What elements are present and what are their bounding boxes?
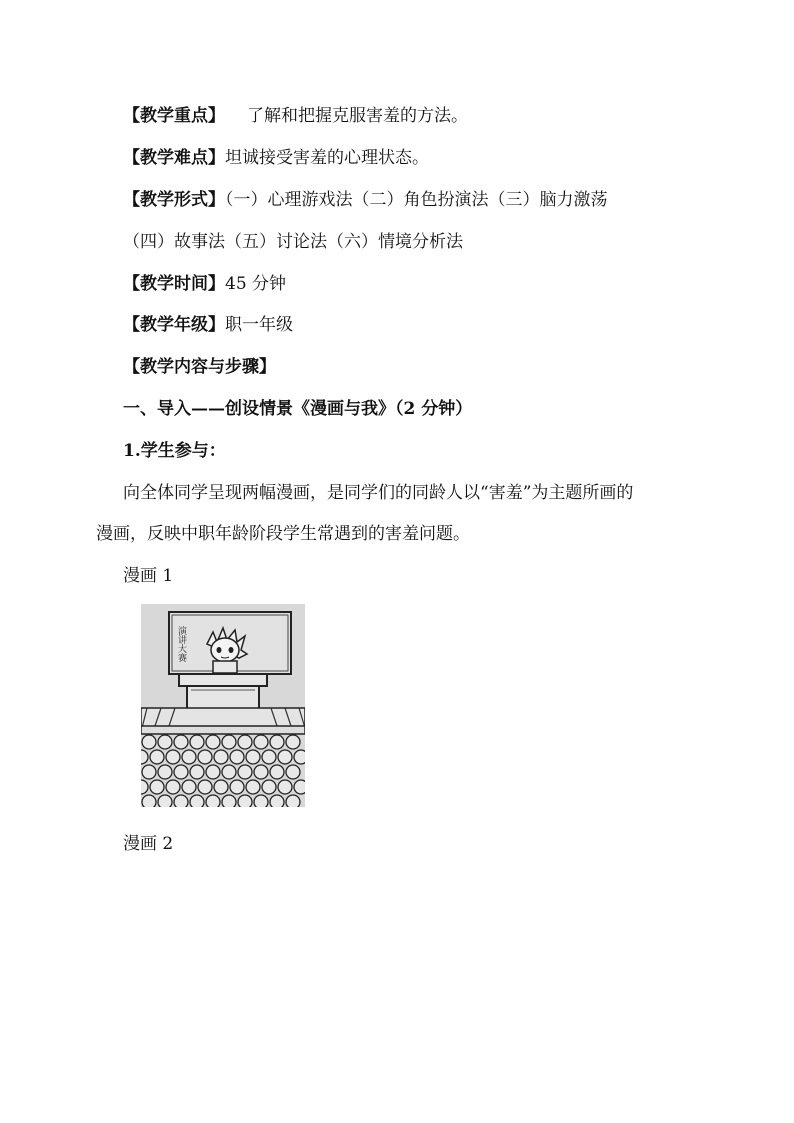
- comic-board-text: 演讲大赛: [176, 626, 186, 662]
- teaching-grade-line: [123, 313, 293, 337]
- teaching-focus-label: 【教学重点】: [123, 106, 225, 126]
- teaching-form-label: 【教学形式】: [123, 190, 225, 210]
- teaching-grade-text: 职一年级: [225, 315, 293, 335]
- teaching-form-line: [123, 188, 608, 212]
- teaching-time-text: 45 分钟: [225, 274, 287, 294]
- teaching-time-label: 【教学时间】: [123, 274, 225, 294]
- teaching-difficulty-text: 坦诚接受害羞的心理状态。: [225, 148, 429, 168]
- step-1-heading: 1.学生参与：: [123, 441, 226, 461]
- section-1-heading: 一、导入——创设情景《漫画与我》（2 分钟）: [123, 399, 473, 419]
- teaching-grade-label: 【教学年级】: [123, 315, 225, 335]
- comic-2-caption: 漫画 2: [123, 834, 174, 854]
- teaching-form-text: （一）心理游戏法（二）角色扮演法（三）脑力激荡: [225, 190, 608, 210]
- paragraph-1-line-2: 漫画，反映中职年龄阶段学生常遇到的害羞问题。: [96, 524, 470, 544]
- comic-1-image: [141, 604, 305, 807]
- paragraph-1-line-1: 向全体同学呈现两幅漫画，是同学们的同龄人以“害羞”为主题所画的: [123, 483, 634, 503]
- comic-1-caption: 漫画 1: [123, 566, 174, 586]
- teaching-time-line: [123, 272, 286, 296]
- teaching-focus-line: [123, 104, 468, 128]
- teaching-difficulty-line: [123, 146, 429, 170]
- teaching-difficulty-label: 【教学难点】: [123, 148, 225, 168]
- teaching-form-line-2: （四）故事法（五）讨论法（六）情境分析法: [123, 232, 463, 252]
- teaching-focus-text: 了解和把握克服害羞的方法。: [247, 106, 468, 126]
- content-heading: 【教学内容与步骤】: [123, 357, 276, 377]
